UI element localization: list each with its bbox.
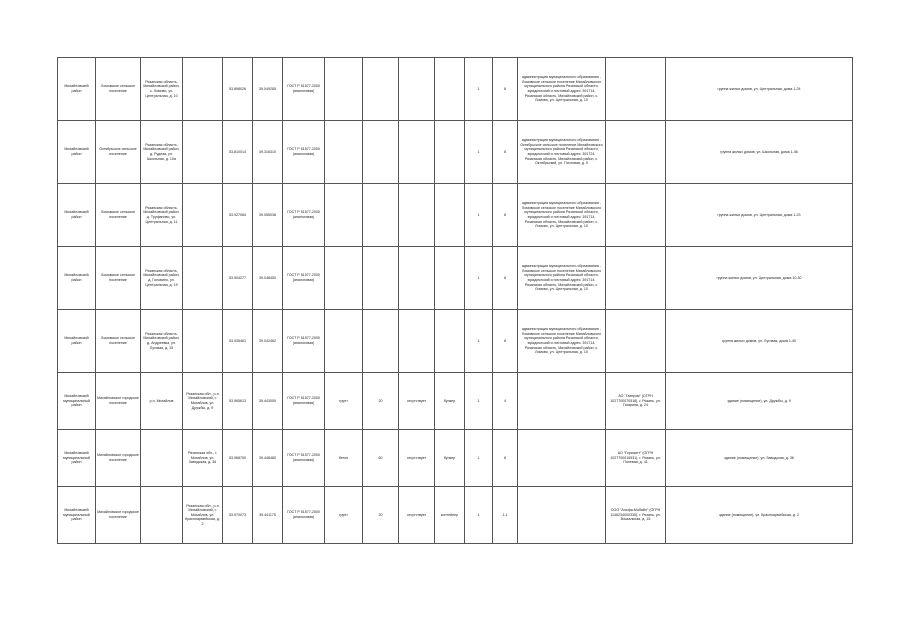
table-cell-c5: 53.898026 <box>223 58 253 121</box>
schedule-table <box>57 57 853 544</box>
table-cell-c4: Рязанская обл., р-н Михайловский, г. Михайлов, ул. Красноармейская, д. 2 <box>183 487 223 544</box>
table-cell-c13: 8 <box>493 121 518 184</box>
table-cell-c5: 53.935461 <box>223 310 253 373</box>
table-cell-c10 <box>399 58 435 121</box>
table-cell-c6: 39.448480 <box>253 430 283 487</box>
table-cell-c10: отсутствует <box>399 373 435 430</box>
table-row <box>58 487 853 544</box>
table-cell-c8 <box>325 247 363 310</box>
table-cell-c1: Михайловский район <box>58 121 96 184</box>
table-cell-c15 <box>606 247 666 310</box>
table-cell-c1: Михайловский муниципальный район <box>58 430 96 487</box>
table-cell-c14: администрация муниципального образования - Октябрьское сельское поселение Михайловского муниципального района Рязанской области, юридический и почтовый адрес: 391724, Рязанская область, Михайловский район, с. Октябрьский, ул. Почтовая, д. 5 <box>518 121 606 184</box>
table-cell-c11: контейнер <box>435 487 465 544</box>
table-cell-c7: ГОСТ Р 51577-2000 (аналоговая) <box>283 310 325 373</box>
table-cell-c10: отсутствует <box>399 430 435 487</box>
table-cell-c3: р.п. Михайлов <box>141 373 183 430</box>
table-cell-c4 <box>183 121 223 184</box>
table-cell-c2: Михайловское городское поселение <box>96 430 141 487</box>
table-cell-c5: 53.965613 <box>223 373 253 430</box>
table-cell-c8 <box>325 121 363 184</box>
table-cell-c4: Рязанская обл., р-н Михайловский, г. Михайлов, ул. Дружбы, д. 9 <box>183 373 223 430</box>
table-cell-c13: 4 <box>493 373 518 430</box>
table-cell-c2: Михайловское городское поселение <box>96 373 141 430</box>
table-cell-c15: АО "Газпром" (ОГРН 1027700070518), г. Рязань, ул. Гагарина, д. 24 <box>606 373 666 430</box>
table-cell-c14: администрация муниципального образования - Ломовское сельское поселение Михайловского муниципального района Рязанской области, юридический и почтовый адрес: 391714, Рязанская область, Михайловский район, с. Ломово, ул. Центральная, д. 10 <box>518 184 606 247</box>
table-cell-c11 <box>435 310 465 373</box>
table-cell-c12: 1 <box>465 247 493 310</box>
table-cell-c6: 39.441175 <box>253 487 283 544</box>
table-cell-c13: 1,1 <box>493 487 518 544</box>
table-cell-c10 <box>399 310 435 373</box>
table-cell-c15: ООО "Альфа-Мобайл" (ОГРН 1146234000335), г. Рязань, ул. Вокзальная, д. 15 <box>606 487 666 544</box>
table-cell-c10 <box>399 121 435 184</box>
table-cell-c12: 1 <box>465 487 493 544</box>
table-cell-c5: 53.927084 <box>223 184 253 247</box>
table-cell-c2: Октябрьское сельское поселение <box>96 121 141 184</box>
table-cell-c14: администрация муниципального образования - Ломовское сельское поселение Михайловского муниципального района Рязанской области, юридический и почтовый адрес: 391714, Рязанская область, Михайловский район, с. Ломово, ул. Центральная, д. 10 <box>518 247 606 310</box>
table-cell-c3: Рязанская область, Михайловский район, д. Головино, ул. Центральная, д. 19 <box>141 247 183 310</box>
table-cell-c7: ГОСТ Р 51577-2000 (аналоговая) <box>283 487 325 544</box>
table-cell-c6: 39.049285 <box>253 58 283 121</box>
table-cell-c2: Ломовское сельское поселение <box>96 247 141 310</box>
table-cell-c13: 8 <box>493 58 518 121</box>
table-cell-c4: Рязанская обл., г. Михайлов, ул. Заводская, д. 36 <box>183 430 223 487</box>
table-cell-c4 <box>183 310 223 373</box>
table-cell-c2: Ломовское сельское поселение <box>96 310 141 373</box>
table-cell-c11 <box>435 58 465 121</box>
table-cell-c7: ГОСТ Р 51577-2000 (аналоговая) <box>283 184 325 247</box>
table-cell-c16: группа жилых домов, ул. Центральная, дома 10-30 <box>666 247 853 310</box>
table-cell-c12: 1 <box>465 184 493 247</box>
table-cell-c14 <box>518 373 606 430</box>
table-cell-c16: здание (помещение), ул. Дружбы, д. 9 <box>666 373 853 430</box>
table-cell-c7: ГОСТ Р 51577-2000 (аналоговая) <box>283 247 325 310</box>
table-cell-c8: грунт <box>325 487 363 544</box>
table-cell-c1: Михайловский муниципальный район <box>58 487 96 544</box>
table-cell-c9 <box>363 121 399 184</box>
table-cell-c13: 8 <box>493 310 518 373</box>
table-cell-c6: 39.042462 <box>253 310 283 373</box>
table-row <box>58 247 853 310</box>
table-cell-c13: 8 <box>493 247 518 310</box>
table-cell-c7: ГОСТ Р 51577-2000 (аналоговая) <box>283 58 325 121</box>
table-cell-c9 <box>363 58 399 121</box>
table-cell-c15 <box>606 121 666 184</box>
table-cell-c8 <box>325 58 363 121</box>
table-cell-c12: 1 <box>465 121 493 184</box>
table-cell-c11 <box>435 247 465 310</box>
table-cell-c2: Ломовское сельское поселение <box>96 184 141 247</box>
table-cell-c3 <box>141 430 183 487</box>
table-cell-c10 <box>399 184 435 247</box>
table-cell-c3: Рязанская область, Михайловский район, д. Андреевка, ул. Луговая, д. 15 <box>141 310 183 373</box>
table-cell-c12: 1 <box>465 310 493 373</box>
table-cell-c16: группа жилых домов, ул. Луговая, дома 1-40 <box>666 310 853 373</box>
table-cell-c9 <box>363 310 399 373</box>
table-cell-c1: Михайловский район <box>58 310 96 373</box>
table-cell-c8: бетон <box>325 430 363 487</box>
table-cell-c14 <box>518 487 606 544</box>
table-cell-c13: 8 <box>493 430 518 487</box>
table-cell-c14 <box>518 430 606 487</box>
table-cell-c9: 60 <box>363 430 399 487</box>
table-cell-c12: 1 <box>465 430 493 487</box>
table-row <box>58 373 853 430</box>
table-cell-c1: Михайловский район <box>58 58 96 121</box>
table-cell-c5: 53.970073 <box>223 487 253 544</box>
table-cell-c15: АО "Горизонт" (ОГРН 1027700016531), г. Рязань, ул. Полевая, д. 41 <box>606 430 666 487</box>
table-cell-c3 <box>141 487 183 544</box>
table-cell-c14: администрация муниципального образования - Ломовское сельское поселение Михайловского муниципального района Рязанской области, юридический и почтовый адрес: 391714, Рязанская область, Михайловский район, с. Ломово, ул. Центральная, д. 10 <box>518 58 606 121</box>
table-cell-c4 <box>183 58 223 121</box>
table-cell-c8 <box>325 310 363 373</box>
table-cell-c11: бункер <box>435 373 465 430</box>
table-cell-c9 <box>363 247 399 310</box>
table-cell-c7: ГОСТ Р 51577-2000 (аналоговая) <box>283 121 325 184</box>
table-row <box>58 121 853 184</box>
table-cell-c11 <box>435 184 465 247</box>
table-row <box>58 310 853 373</box>
table-cell-c7: ГОСТ Р 51577-2000 (аналоговая) <box>283 430 325 487</box>
table-cell-c4 <box>183 247 223 310</box>
table-row <box>58 58 853 121</box>
table-cell-c16: здание (помещение), ул. Заводская, д. 36 <box>666 430 853 487</box>
table-cell-c5: 53.810014 <box>223 121 253 184</box>
table-cell-c2: Михайловское городское поселение <box>96 487 141 544</box>
table-cell-c3: Рязанская область, Михайловский район, с. Ломово, ул. Центральная, д. 10 <box>141 58 183 121</box>
table-cell-c1: Михайловский район <box>58 247 96 310</box>
table-cell-c16: здание (помещение), ул. Красноармейская, д. 2 <box>666 487 853 544</box>
table-row <box>58 184 853 247</box>
table-cell-c5: 53.904277 <box>223 247 253 310</box>
table-cell-c6: 39.048450 <box>253 247 283 310</box>
table-cell-c16: группа жилых домов, ул. Центральная, дома 1-23 <box>666 184 853 247</box>
table-cell-c8: грунт <box>325 373 363 430</box>
table-cell-c9: 20 <box>363 373 399 430</box>
table-cell-c7: ГОСТ Р 51577-2000 (аналоговая) <box>283 373 325 430</box>
table-cell-c9 <box>363 184 399 247</box>
table-cell-c15 <box>606 310 666 373</box>
table-cell-c5: 53.968750 <box>223 430 253 487</box>
table-cell-c3: Рязанская область, Михайловский район, д. Труфаново, ул. Центральная, д. 11 <box>141 184 183 247</box>
table-cell-c1: Михайловский муниципальный район <box>58 373 96 430</box>
table-cell-c9: 20 <box>363 487 399 544</box>
table-cell-c16: группа жилых домов, ул. Центральная, дома 1-24 <box>666 58 853 121</box>
table-cell-c1: Михайловский район <box>58 184 96 247</box>
table-cell-c6: 39.443050 <box>253 373 283 430</box>
table-cell-c15 <box>606 184 666 247</box>
table-cell-c15 <box>606 58 666 121</box>
table-cell-c4 <box>183 184 223 247</box>
table-cell-c16: группа жилых домов, ул. Школьная, дома 1-46 <box>666 121 853 184</box>
table-row <box>58 430 853 487</box>
table-cell-c10: отсутствует <box>399 487 435 544</box>
table-cell-c14: администрация муниципального образования - Ломовское сельское поселение Михайловского муниципального района Рязанской области, юридический и почтовый адрес: 391714, Рязанская область, Михайловский район, с. Ломово, ул. Центральная, д. 10 <box>518 310 606 373</box>
table-cell-c3: Рязанская область, Михайловский район, д. Рудная, ул. Школьная, д. 10а <box>141 121 183 184</box>
table-cell-c13: 8 <box>493 184 518 247</box>
table-cell-c11 <box>435 121 465 184</box>
table-cell-c12: 1 <box>465 58 493 121</box>
table-cell-c6: 39.055038 <box>253 184 283 247</box>
table-cell-c8 <box>325 184 363 247</box>
table-cell-c2: Ломовское сельское поселение <box>96 58 141 121</box>
table-cell-c10 <box>399 247 435 310</box>
table-cell-c12: 1 <box>465 373 493 430</box>
table-cell-c11: бункер <box>435 430 465 487</box>
table-cell-c6: 39.316310 <box>253 121 283 184</box>
